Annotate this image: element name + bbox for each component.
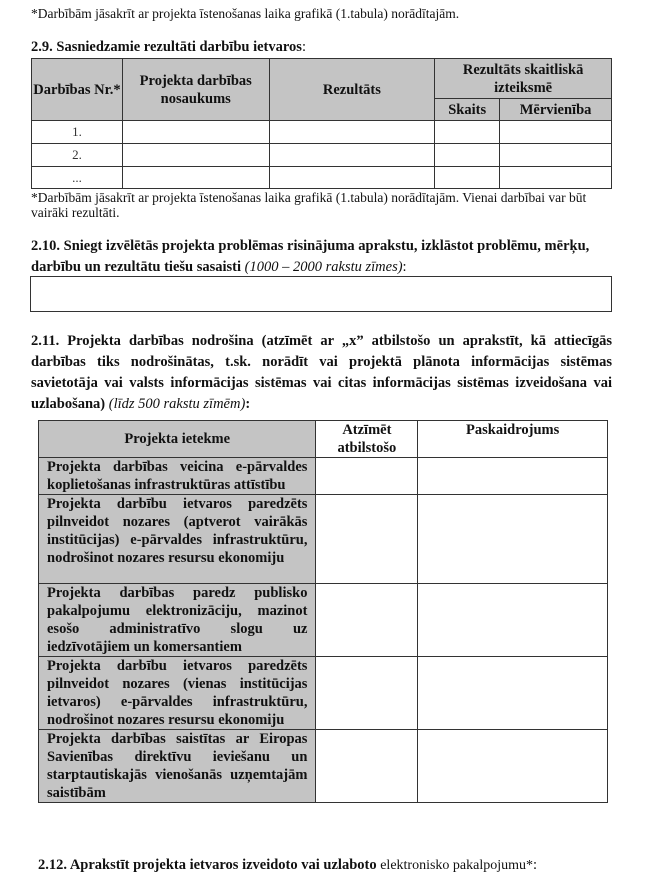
header-action-nr: Darbības Nr.* [32,59,123,121]
action-name-cell[interactable] [122,167,269,189]
section-2-10-title: 2.10. Sniegt izvēlētās projekta problēmas risinājuma aprakstu, izklāstot problēmu, mērķu, darbību un rezultātu tiešu sasaisti [31,238,590,275]
top-footnote: *Darbībām jāsakrīt ar projekta īstenošanas laika grafikā (1.tabula) norādītajām. [31,6,460,21]
table-row [39,495,608,584]
header-numeric-expression: Rezultāts skaitliskā izteiksmē [435,59,612,99]
section-2-9-title: 2.9. Sasniedzamie rezultāti darbību ietvaros [31,39,302,55]
table-row [39,730,608,803]
count-cell[interactable] [435,167,500,189]
mark-cell[interactable] [316,495,418,584]
impact-label: Projekta darbības saistītas ar Eiropas Savienības direktīvu ieviešanu un starptautiskajās vienošanās uzņemtajām saistībām [39,730,316,803]
row-number: ... [32,167,123,189]
action-name-cell[interactable] [122,121,269,144]
row-number: 2. [32,144,123,167]
impact-label: Projekta darbību ietvaros paredzēts pilnveidot nozares (vienas institūcijas ietvaros) e-pārvaldes infrastruktūru, nodrošinot nozares resursu ekonomiju [39,657,316,730]
section-2-11-title: 2.11. Projekta darbības nodrošina (atzīmēt ar „x” atbilstošo un aprakstīt, kā attiecīgās darbības tiks nodrošinātas, t.sk. norādīt vai projektā plānota informācijas sistēmas savietotāja vai valsts informācijas sistēmas vai citas informācijas sistēmas izveidošana vai uzlabošana) [31,333,612,412]
section-2-12-title: 2.12. Aprakstīt projekta ietvaros izveidoto vai uzlaboto [38,857,377,873]
result-cell[interactable] [269,121,435,144]
section-2-9-heading [31,37,306,58]
explanation-cell[interactable] [418,584,608,657]
section-2-11-heading [31,331,612,415]
solution-description-field[interactable] [30,276,612,312]
unit-cell[interactable] [500,121,612,144]
mark-cell[interactable] [316,657,418,730]
explanation-cell[interactable] [418,730,608,803]
heading-colon: : [402,259,407,275]
table-row [39,458,608,495]
header-count: Skaits [435,99,500,121]
table-row [39,584,608,657]
header-project-impact: Projekta ietekme [39,421,316,458]
results-table [31,58,612,189]
impact-label: Projekta darbību ietvaros paredzēts pilnveidot nozares (aptverot vairākās institūcijas) e-pārvaldes infrastruktūru, nodrošinot nozares resursu ekonomiju [39,495,316,584]
header-result: Rezultāts [269,59,435,121]
count-cell[interactable] [435,144,500,167]
explanation-cell[interactable] [418,657,608,730]
unit-cell[interactable] [500,144,612,167]
section-2-12-title-plain: elektronisko pakalpojumu* [380,858,534,873]
mark-cell[interactable] [316,584,418,657]
result-cell[interactable] [269,144,435,167]
impact-label: Projekta darbības paredz publisko pakalpojumu elektronizāciju, mazinot esošo administratīvo slogu uz iedzīvotājiem un komersantiem [39,584,316,657]
mark-cell[interactable] [316,730,418,803]
heading-colon: : [301,39,306,55]
header-action-name: Projekta darbības nosaukums [122,59,269,121]
char-limit-hint: (1000 – 2000 rakstu zīmes) [244,259,403,275]
table-row [32,167,612,189]
project-impact-table [38,420,608,803]
header-unit: Mērvienība [500,99,612,121]
count-cell[interactable] [435,121,500,144]
section-2-12-heading [38,855,537,876]
impact-label: Projekta darbības veicina e-pārvaldes koplietošanas infrastruktūras attīstību [39,458,316,495]
mark-cell[interactable] [316,458,418,495]
heading-colon: : [245,396,251,412]
header-mark-applicable: Atzīmēt atbilstošo [316,421,418,458]
table-row [32,144,612,167]
table-row [32,121,612,144]
char-limit-hint: (līdz 500 rakstu zīmēm) [108,396,246,412]
heading-colon: : [533,857,538,873]
header-explanation: Paskaidrojums [418,421,608,458]
section-2-10-heading [31,236,601,278]
result-cell[interactable] [269,167,435,189]
explanation-cell[interactable] [418,458,608,495]
unit-cell[interactable] [500,167,612,189]
results-footnote: *Darbībām jāsakrīt ar projekta īstenošanas laika grafikā (1.tabula) norādītajām. Vienai darbībai var būt vairāki rezultāti. [31,190,587,220]
action-name-cell[interactable] [122,144,269,167]
table-row [39,657,608,730]
explanation-cell[interactable] [418,495,608,584]
row-number: 1. [32,121,123,144]
